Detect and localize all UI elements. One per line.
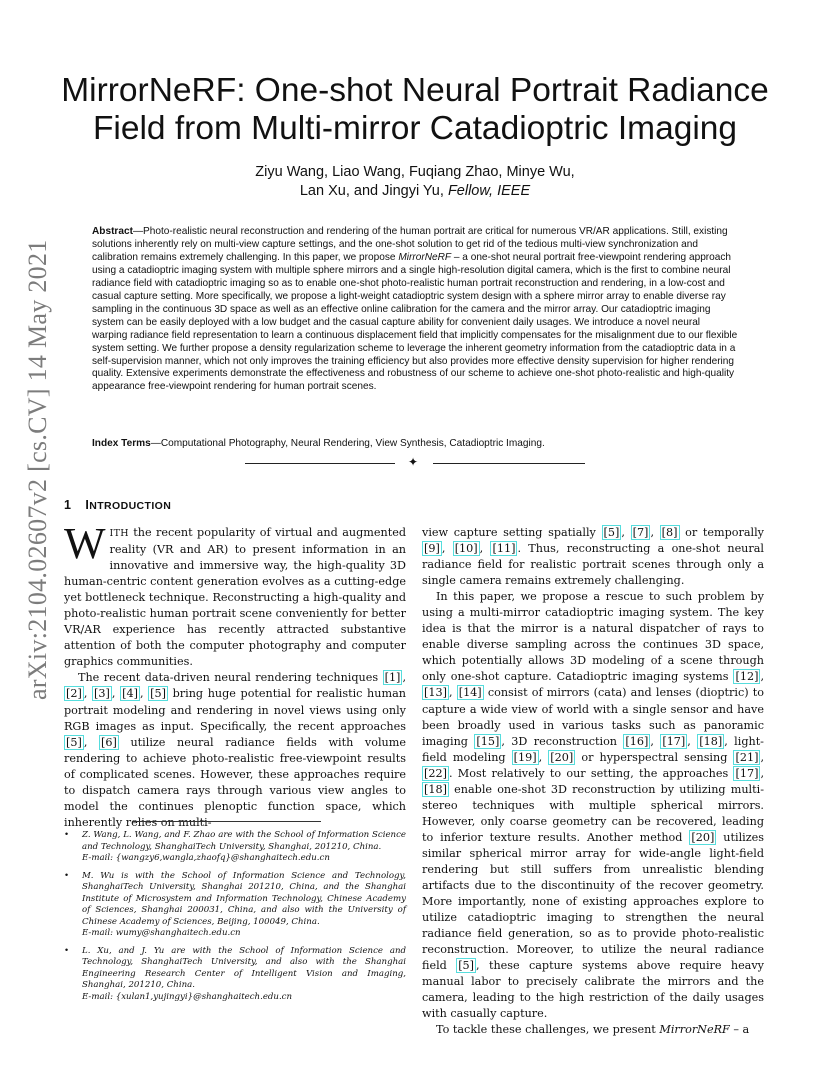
text-run: , 3D reconstruction	[501, 734, 624, 748]
text-run: utilizes similar spherical mirror array for wide-angle light-field rendering but still suffers from unrealistic blending artifacts due to the discontinuity of the recover geometry. More importantly, none of existing approaches explore to utilize catadioptric imaging to strengthen the neural radiance field generation, so as to provide photo-realistic reconstruction. Moreover, to utilize the neural radiance field	[422, 830, 764, 973]
paragraph	[422, 589, 764, 1022]
text-run: ,	[83, 735, 100, 749]
citation-link[interactable]: [1]	[384, 671, 401, 685]
bullet-icon: •	[64, 945, 70, 956]
citation-link[interactable]: [9]	[424, 542, 440, 556]
text-run: ,	[139, 687, 149, 701]
citation-link[interactable]: [10]	[454, 542, 478, 556]
paragraph	[64, 519, 406, 670]
section-divider	[245, 457, 585, 469]
citation-link[interactable]: [20]	[550, 750, 574, 764]
citation-link[interactable]: [11]	[492, 542, 516, 556]
citation-link[interactable]: [2]	[66, 687, 82, 701]
text-run: ,	[111, 687, 121, 701]
text-run: , light-field modeling	[422, 734, 764, 764]
divider-line-right	[433, 463, 585, 464]
citation-link[interactable]: [4]	[122, 687, 138, 701]
text-run: or temporally	[679, 526, 764, 539]
text-run: enable one-shot 3D reconstruction by utilizing multi-stereo techniques with multiple spherical mirrors. However, only coarse geometry can be recovered, leading to inferior texture results. Another method	[422, 782, 764, 844]
citation-link[interactable]: [22]	[424, 766, 447, 780]
footnote-email: E-mail: {xulan1,yujingyi}@shanghaitech.edu.cn	[82, 991, 293, 1002]
text-run: ,	[760, 750, 764, 764]
citation-link[interactable]: [12]	[735, 670, 759, 684]
text-run: ,	[760, 766, 764, 780]
section-heading-introduction	[64, 498, 171, 512]
title-line-1: MirrorNeRF: One-shot Neural Portrait Radiance	[61, 72, 769, 109]
text-run: ,	[650, 526, 660, 539]
text-run: ,	[402, 671, 406, 685]
footnote-email: E-mail: {wangzy6,wangla,zhaofq}@shanghaitech.edu.cn	[82, 853, 330, 863]
text-run: or hyperspectral sensing	[575, 750, 734, 764]
text-run: utilize neural radiance fields with volume rendering to achieve photo-realistic free-viewpoint results of complicated scenes. However, these approaches require to dispatch camera rays through various view angles to model the continues plenoptic function space, which inherently relies on multi-	[64, 735, 406, 829]
bullet-icon: •	[64, 870, 70, 881]
footnote-email: E-mail: wumy@shanghaitech.edu.cn	[82, 928, 241, 938]
citation-link[interactable]: [5]	[603, 526, 620, 539]
citation-link[interactable]: [20]	[691, 830, 715, 844]
citation-link[interactable]: [18]	[699, 734, 723, 748]
text-run: ,	[538, 750, 549, 764]
citation-link[interactable]: [3]	[94, 687, 110, 701]
authors-line-1: Ziyu Wang, Liao Wang, Fuqiang Zhao, Minye Wu,	[255, 164, 575, 180]
text-run: ,	[650, 734, 661, 748]
divider-line-left	[245, 463, 395, 464]
abstract-text-b: – a one-shot neural portrait free-viewpoint rendering approach using a catadioptric imaging system with multiple sphere mirrors and a single high-resolution digital camera, which is the first to combine neural radiance field with catadioptric imaging so as to enable one-shot photo-realistic human portrait reconstruction and rendering, in a low-cost and casual capture setting. More specifically, we propose a light-weight catadioptric system design with a sphere mirror array to enable diverse ray sampling in the continuous 3D space as well as an effective online calibration for the camera and the mirror array. Our catadioptric imaging system can be easily deployed with a low budget and the casual capture ability for convenient daily usages. We introduce a novel neural warping radiance field representation to learn a continuous displacement field that implicitly compensates for the misalignment due to our flexible system setting. We further propose a density regularization scheme to leverage the inherent geometry information from the catadioptric data in a self-supervision manner, which not only improves the training efficiency but also provides more effective density supervision for higher rendering quality. Extensive experiments demonstrate the effectiveness and robustness of our scheme to achieve one-shot photo-realistic and high-quality appearance free-viewpoint rendering for human portrait scenes.	[92, 251, 738, 393]
paragraph	[422, 1022, 764, 1038]
bullet-icon: •	[64, 830, 70, 840]
divider-diamond-icon: ✦	[408, 455, 419, 469]
abstract-dash: —	[132, 226, 144, 237]
footnote-rule	[133, 821, 321, 822]
author-list	[150, 163, 680, 201]
text-run: ,	[479, 542, 491, 556]
arxiv-identifier-stamp: arXiv:2104.02607v2 [cs.CV] 14 May 2021	[23, 239, 52, 700]
footnote-text: M. Wu is with the School of Information Science and Technology, ShanghaiTech University, Shanghai 201210, China, and the Shanghai Institute of Microsystem and Information Technology, Chinese Academy of Sciences, Shanghai 200031, China, and also with the University of Chinese Academy of Sciences, Beijing, 100049, China.	[82, 870, 406, 927]
abstract-method-name: MirrorNeRF	[398, 251, 452, 263]
text-run: To tackle these challenges, we present	[436, 1023, 660, 1037]
title-line-2: Field from Multi-mirror Catadioptric Imaging	[92, 110, 738, 147]
index-terms-text: —Computational Photography, Neural Rendering, View Synthesis, Catadioptric Imaging.	[150, 438, 545, 449]
citation-link[interactable]: [6]	[101, 735, 117, 749]
body-column-right	[422, 525, 764, 1039]
text-run: ,	[448, 686, 457, 700]
citation-link[interactable]: [13]	[424, 686, 447, 700]
text-run: – a	[729, 1023, 750, 1037]
abstract-label: Abstract	[92, 226, 133, 237]
citation-link[interactable]: [5]	[150, 687, 166, 701]
citation-link[interactable]: [14]	[458, 686, 482, 700]
text-run: ,	[621, 526, 631, 539]
drop-cap: W	[64, 519, 106, 568]
paragraph-text: the recent popularity of virtual and augmented reality (VR and AR) to present information in an innovative and immersive way, the high-quality 3D human-centric content generation evolves as a cutting-edge yet bottleneck technique. Reconstructing a high-quality and photo-realistic human portrait scene conveniently for better VR/AR experience has recently attracted substantive attention of both the computer photography and computer graphics communities.	[64, 526, 406, 669]
citation-link[interactable]: [7]	[632, 526, 649, 539]
paper-title	[60, 72, 770, 148]
citation-link[interactable]: [15]	[476, 734, 500, 748]
paragraph	[64, 670, 406, 830]
citation-link[interactable]: [8]	[661, 526, 678, 539]
citation-link[interactable]: [5]	[458, 959, 475, 973]
citation-link[interactable]: [18]	[424, 782, 447, 796]
text-run: bring huge potential for realistic human portrait modeling and rendering in novel views using only RGB images as input. Specifically, the recent approaches	[64, 687, 406, 733]
text-run: In this paper, we propose a rescue to such problem by using a multi-mirror catadioptric imaging system. The key idea is that the mirror is a natural dispatcher of rays to enable diverse sampling across the continues 3D space, which potentially allows 3D modeling of a scene through only one-shot capture. Catadioptric imaging systems	[422, 590, 764, 684]
footnote-item	[64, 871, 406, 940]
citation-link[interactable]: [16]	[625, 734, 649, 748]
text-run: . Most relatively to our setting, the approaches	[448, 766, 734, 780]
paragraph	[422, 525, 764, 589]
section-number: 1	[64, 498, 72, 512]
text-run: view capture setting spatially	[422, 526, 602, 539]
index-terms	[92, 437, 738, 450]
section-title-rest: NTRODUCTION	[89, 500, 172, 512]
text-run: . Thus, reconstructing a one-shot neural radiance field for realistic portrait scenes through only a single camera remains extremely challenging.	[422, 542, 764, 588]
text-run: consist of mirrors (cata) and lenses (dioptric) to capture a wide view of world with a single sensor and have been broadly used in various tasks such as panoramic imaging	[422, 686, 764, 748]
text-run: ,	[441, 542, 453, 556]
text-run: , these capture systems above require heavy manual labor to precisely calibrate the mirrors and the camera, leading to the high restriction of the daily usages with casually capture.	[422, 959, 764, 1021]
citation-link[interactable]: [19]	[513, 750, 537, 764]
method-name: MirrorNeRF	[659, 1023, 730, 1037]
index-terms-label: Index Terms	[92, 438, 151, 449]
citation-link[interactable]: [21]	[735, 750, 759, 764]
text-run: ,	[687, 734, 698, 748]
text-run: ,	[760, 670, 764, 684]
citation-link[interactable]: [17]	[735, 766, 759, 780]
section-title-initial: I	[85, 498, 90, 512]
body-column-left	[64, 519, 406, 831]
authors-names: Lan Xu, and Jingyi Yu,	[299, 183, 448, 199]
citation-link[interactable]: [5]	[66, 735, 82, 749]
footnote-item	[64, 946, 406, 1004]
author-affiliation-footnotes	[64, 830, 406, 1009]
author-fellow-title: Fellow, IEEE	[447, 183, 531, 199]
footnote-text: Z. Wang, L. Wang, and F. Zhao are with the School of Information Science and Technology, ShanghaiTech University, Shanghai, 201210, China.	[82, 830, 406, 852]
citation-link[interactable]: [17]	[662, 734, 686, 748]
text-run: The recent data-driven neural rendering techniques	[78, 671, 383, 685]
text-run: ,	[83, 687, 93, 701]
small-caps-lead: ITH	[109, 528, 129, 539]
authors-line-2	[150, 182, 680, 201]
abstract-text-a: Photo-realistic neural reconstruction and rendering of the human portrait are critical for numerous VR/AR applications. Still, existing solutions inherently rely on multi-view capture settings, and the one-shot solution to get rid of the tedious multi-view synchronization and calibration remains extremely challenging. In this paper, we propose	[92, 226, 728, 263]
abstract	[92, 226, 738, 394]
footnote-item	[64, 830, 406, 865]
footnote-text: L. Xu, and J. Yu are with the School of Information Science and Technology, ShanghaiTech University, and also with the Shanghai Engineering Research Center of Intelligent Vision and Imaging, Shanghai, 201210, China.	[82, 945, 406, 990]
